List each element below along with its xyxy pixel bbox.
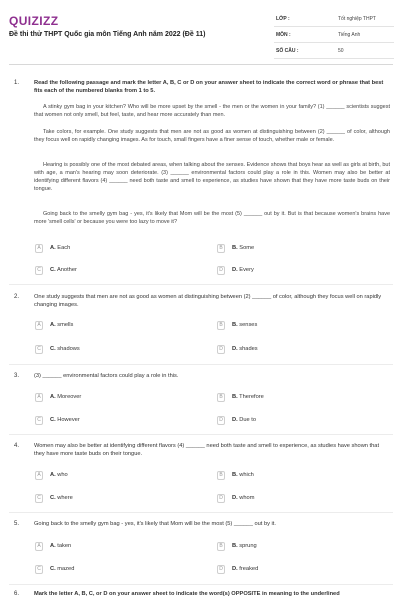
question-separator: [9, 434, 393, 435]
meta-key: LỚP :: [276, 16, 290, 22]
option-box: D: [217, 416, 225, 425]
option-box: A: [35, 471, 43, 480]
question-number: 3.: [14, 373, 20, 379]
option-text: where: [57, 495, 73, 501]
option-box: A: [35, 244, 43, 253]
option-letter: D.: [232, 566, 238, 572]
option-text: Every: [239, 267, 254, 273]
option-box: D: [217, 565, 225, 574]
page-title: Đề thi thử THPT Quốc gia môn Tiếng Anh năm 2022 (Đề 11): [9, 31, 206, 38]
option-text: sprung: [239, 543, 257, 549]
option-box: A: [35, 393, 43, 402]
meta-row-count: [274, 45, 394, 59]
option-text: whom: [239, 495, 255, 501]
option-box: B: [217, 321, 225, 330]
passage-paragraph: Take colors, for example. One study suggests that men are not as good as women at distinguishing between (2) ______ of color, although they focus well on rapidly changing images. As for touch, small fingers have a finer sense of touch, whether male or female.: [34, 129, 390, 143]
option-letter: A.: [50, 394, 56, 400]
option-text: Each: [57, 245, 71, 251]
meta-row-class: [274, 13, 394, 27]
passage-paragraph: Hearing is possibly one of the most debated areas, when talking about the senses. Evidence shows that boys hear as well as girls at birth, but with age, a man's hearing may soon deteriorate. (3) ______ environmental factors could play a role in this. Women may also be better at identifying different flavors (4) ______ need both taste and smell to experience, as studies have shown that they have more taste buds on their tongue.: [34, 162, 390, 192]
meta-row-subject: [274, 29, 394, 43]
option-text: Due to: [239, 417, 257, 423]
option-box: C: [35, 266, 43, 275]
passage-paragraph: Going back to the smelly gym bag - yes, it's likely that Mom will be the most (5) ______ out by it. But is that because women's brains have more 'smell cells' or because you were too lazy to move it?: [34, 211, 390, 225]
option-box: B: [217, 244, 225, 253]
option-letter: D.: [232, 417, 238, 423]
option-box: D: [217, 266, 225, 275]
option-box: C: [35, 565, 43, 574]
header-divider: [9, 64, 393, 65]
option-letter: D.: [232, 267, 238, 273]
option-box: B: [217, 542, 225, 551]
option-letter: C.: [50, 417, 56, 423]
option-letter: A.: [50, 472, 56, 478]
option-text: However: [57, 417, 80, 423]
option-text: Moreover: [57, 394, 82, 400]
option-text: shadows: [57, 346, 80, 352]
option-box: A: [35, 542, 43, 551]
page-header: [0, 0, 400, 62]
option-letter: B.: [232, 472, 238, 478]
option-letter: B.: [232, 543, 238, 549]
option-text: smells: [57, 322, 74, 328]
question-text: Read the following passage and mark the letter A, B, C or D on your answer sheet to indicate the correct word or phrase that best fits each of the numbered blanks from 1 to 5.: [34, 80, 384, 95]
passage-paragraph: A stinky gym bag in your kitchen? Who will be more upset by the smell - the men or the women in your family? (1) ______ scientists suggest that women not only smell, but feel, taste, and hear more accurately than men.: [34, 104, 390, 118]
option-box: D: [217, 494, 225, 503]
question-separator: [9, 512, 393, 513]
option-box: B: [217, 471, 225, 480]
question-number: 6.: [14, 591, 20, 597]
option-letter: C.: [50, 495, 56, 501]
option-text: Some: [239, 245, 255, 251]
option-box: C: [35, 416, 43, 425]
question-separator: [9, 584, 393, 585]
question-text: One study suggests that men are not as good as women at distinguishing between (2) ______ of color, although they focus well on rapidly changing images.: [34, 294, 382, 309]
question-text: Mark the letter A, B, C, or D on your answer sheet to indicate the word(s) OPPOSITE in meaning to the underlined: [34, 591, 340, 597]
option-text: taken: [57, 543, 72, 549]
option-letter: A.: [50, 543, 56, 549]
question-text: (3) ______ environmental factors could play a role in this.: [34, 373, 179, 379]
option-text: Therefore: [239, 394, 264, 400]
question-separator: [9, 284, 393, 285]
option-box: D: [217, 345, 225, 354]
option-box: B: [217, 393, 225, 402]
meta-value: Tiếng Anh: [338, 32, 361, 38]
option-text: who: [57, 472, 68, 478]
question-text: Going back to the smelly gym bag - yes, it's likely that Mom will be the most (5) ______ out by it.: [34, 521, 276, 527]
question-separator: [9, 364, 393, 365]
question-number: 5.: [14, 521, 20, 527]
question-text: Women may also be better at identifying different flavors (4) ______ need both taste and smell to experience, as studies have shown that they have more taste buds on their tongue.: [34, 443, 380, 458]
option-text: senses: [239, 322, 258, 328]
option-text: mazed: [57, 566, 75, 572]
meta-key: SỐ CÂU :: [276, 48, 299, 54]
option-letter: D.: [232, 346, 238, 352]
option-letter: B.: [232, 394, 238, 400]
option-box: A: [35, 321, 43, 330]
option-letter: C.: [50, 566, 56, 572]
option-box: C: [35, 494, 43, 503]
option-letter: C.: [50, 346, 56, 352]
quizizz-logo: QUIZIZZ: [9, 14, 59, 28]
option-text: Another: [56, 267, 77, 273]
option-letter: B.: [232, 322, 238, 328]
question-number: 1.: [14, 80, 20, 86]
option-box: C: [35, 345, 43, 354]
option-text: which: [239, 472, 254, 478]
option-letter: A.: [50, 322, 56, 328]
meta-key: MÔN :: [276, 32, 291, 38]
meta-table: [274, 13, 394, 61]
question-number: 2.: [14, 294, 20, 300]
question-number: 4.: [14, 443, 20, 449]
option-letter: C.: [50, 267, 56, 273]
option-letter: A.: [50, 245, 56, 251]
option-text: shades: [239, 346, 258, 352]
option-letter: D.: [232, 495, 238, 501]
option-text: freaked: [239, 566, 259, 572]
option-letter: B.: [232, 245, 238, 251]
meta-value: 50: [338, 48, 344, 54]
meta-value: Tốt nghiệp THPT: [338, 16, 376, 22]
